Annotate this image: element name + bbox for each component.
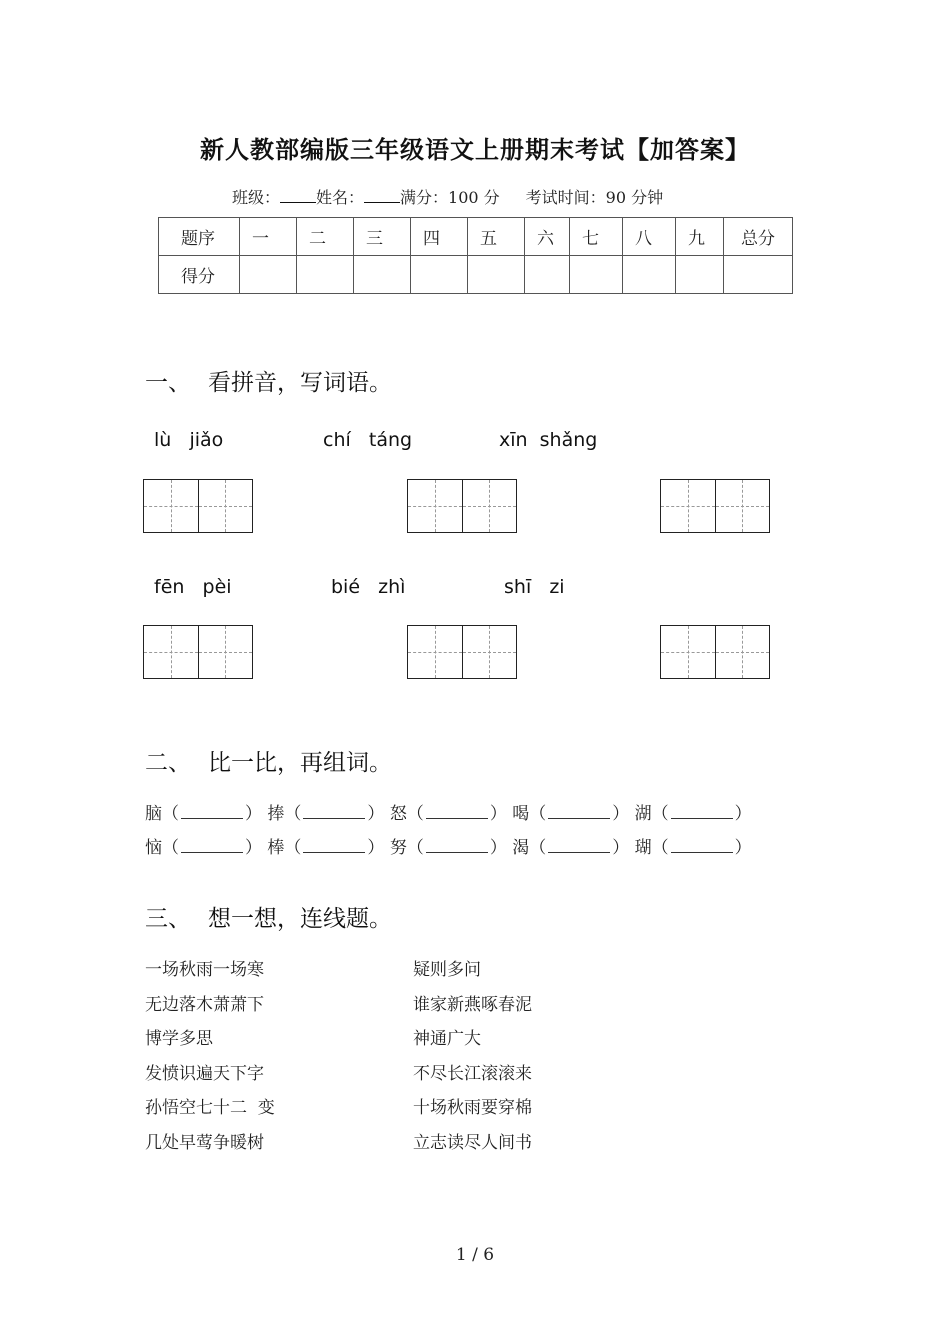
compare-item: [145, 833, 262, 858]
answer-blank[interactable]: [671, 838, 733, 853]
score-cell[interactable]: [411, 256, 468, 294]
pinyin-label: fēn pèi: [154, 576, 232, 598]
table-cell: 八: [623, 218, 676, 256]
compare-item: [635, 799, 752, 824]
compare-row-2: [145, 833, 752, 858]
answer-blank[interactable]: [548, 838, 610, 853]
match-left-item[interactable]: 发愤识遍天下字: [145, 1064, 264, 1084]
close-paren: ）: [734, 804, 752, 824]
close-paren: ）: [245, 804, 262, 824]
section-title: 想一想，连线题。: [208, 906, 392, 932]
pinyin-label: shī zi: [504, 576, 565, 598]
match-right-item[interactable]: 疑则多问: [413, 960, 481, 980]
match-right-item[interactable]: 十场秋雨要穿棉: [413, 1098, 532, 1118]
table-cell: 一: [240, 218, 297, 256]
answer-blank[interactable]: [426, 838, 488, 853]
compare-char: 喝: [512, 804, 530, 824]
score-cell[interactable]: [297, 256, 354, 294]
page-title: 新人教部编版三年级语文上册期末考试【加答案】: [200, 135, 750, 164]
open-paren: （: [406, 804, 424, 824]
match-left-item[interactable]: 孙悟空七十二 变: [145, 1098, 275, 1118]
answer-blank[interactable]: [303, 804, 365, 819]
grid-cell[interactable]: [462, 626, 517, 678]
compare-item: [635, 833, 752, 858]
answer-blank[interactable]: [303, 838, 365, 853]
table-cell: 二: [297, 218, 354, 256]
close-paren: ）: [489, 838, 507, 858]
compare-char: 捧: [267, 804, 285, 824]
grid-cell[interactable]: [661, 480, 715, 532]
match-right-item[interactable]: 谁家新燕啄春泥: [413, 995, 532, 1015]
table-cell: 四: [411, 218, 468, 256]
compare-item: [267, 833, 384, 858]
open-paren: （: [162, 838, 179, 858]
writing-grid[interactable]: [407, 479, 517, 533]
section-2-heading: [145, 744, 392, 777]
table-cell: 六: [525, 218, 570, 256]
grid-cell[interactable]: [408, 626, 462, 678]
exam-info: [232, 185, 663, 208]
grid-cell[interactable]: [715, 626, 770, 678]
compare-item: [390, 833, 507, 858]
match-right-item[interactable]: 立志读尽人间书: [413, 1133, 532, 1153]
section-number: 二、: [145, 750, 191, 776]
score-table-header-row: [159, 218, 793, 256]
section-1-heading: [145, 364, 392, 397]
compare-char: 怒: [389, 804, 407, 824]
page-number: 1 / 6: [455, 1245, 495, 1265]
name-blank[interactable]: [364, 190, 400, 203]
match-right-item[interactable]: 不尽长江滚滚来: [413, 1064, 532, 1084]
grid-cell[interactable]: [661, 626, 715, 678]
match-left-item[interactable]: 博学多思: [145, 1029, 213, 1049]
compare-char: 瑚: [634, 838, 652, 858]
open-paren: （: [406, 838, 424, 858]
open-paren: （: [529, 804, 547, 824]
answer-blank[interactable]: [548, 804, 610, 819]
score-cell[interactable]: [468, 256, 525, 294]
compare-item: [267, 799, 384, 824]
match-right-item[interactable]: 神通广大: [413, 1029, 481, 1049]
table-cell: 得分: [159, 256, 240, 294]
grid-cell[interactable]: [144, 480, 198, 532]
compare-item: [390, 799, 507, 824]
score-cell[interactable]: [676, 256, 724, 294]
compare-item: [512, 799, 629, 824]
table-cell: 五: [468, 218, 525, 256]
close-paren: ）: [734, 838, 752, 858]
open-paren: （: [529, 838, 547, 858]
score-cell[interactable]: [240, 256, 297, 294]
writing-grid[interactable]: [660, 625, 770, 679]
score-cell[interactable]: [354, 256, 411, 294]
compare-item: [145, 799, 262, 824]
compare-item: [512, 833, 629, 858]
writing-grid[interactable]: [407, 625, 517, 679]
table-cell: 三: [354, 218, 411, 256]
compare-char: 努: [389, 838, 407, 858]
table-cell: 题序: [159, 218, 240, 256]
close-paren: ）: [612, 804, 630, 824]
table-cell: 总分: [724, 218, 793, 256]
close-paren: ）: [612, 838, 630, 858]
pinyin-label: xīn shǎng: [499, 429, 598, 451]
answer-blank[interactable]: [181, 804, 243, 819]
open-paren: （: [651, 804, 669, 824]
section-title: 看拼音，写词语。: [208, 370, 392, 396]
exam-time: 考试时间：90 分钟: [525, 188, 664, 207]
section-number: 一、: [145, 370, 191, 396]
open-paren: （: [162, 804, 179, 824]
compare-char: 棒: [267, 838, 285, 858]
score-cell[interactable]: [724, 256, 793, 294]
score-table-score-row: [159, 256, 793, 294]
pinyin-label: lù jiǎo: [154, 429, 224, 451]
score-cell[interactable]: [570, 256, 623, 294]
score-table: [158, 217, 793, 294]
close-paren: ）: [245, 838, 262, 858]
pinyin-label: bié zhì: [331, 576, 406, 598]
writing-grid[interactable]: [143, 625, 253, 679]
answer-blank[interactable]: [671, 804, 733, 819]
compare-char: 恼: [145, 838, 162, 858]
match-left-item[interactable]: 一场秋雨一场寒: [145, 960, 264, 980]
open-paren: （: [284, 838, 302, 858]
score-cell[interactable]: [623, 256, 676, 294]
open-paren: （: [651, 838, 669, 858]
grid-cell[interactable]: [715, 480, 770, 532]
compare-char: 湖: [634, 804, 652, 824]
section-title: 比一比，再组词。: [208, 750, 392, 776]
answer-blank[interactable]: [426, 804, 488, 819]
answer-blank[interactable]: [181, 838, 243, 853]
close-paren: ）: [367, 838, 385, 858]
match-left-item[interactable]: 无边落木萧萧下: [145, 995, 264, 1015]
compare-char: 渴: [512, 838, 530, 858]
compare-char: 脑: [145, 804, 162, 824]
match-left-item[interactable]: 几处早莺争暖树: [145, 1133, 264, 1153]
compare-row-1: [145, 799, 752, 824]
section-number: 三、: [145, 906, 191, 932]
grid-cell[interactable]: [144, 626, 198, 678]
pinyin-label: chí táng: [323, 429, 413, 451]
name-label: 姓名：: [316, 188, 365, 207]
grid-cell[interactable]: [198, 480, 253, 532]
close-paren: ）: [367, 804, 385, 824]
score-cell[interactable]: [525, 256, 570, 294]
class-label: 班级：: [232, 188, 281, 207]
grid-cell[interactable]: [198, 626, 253, 678]
table-cell: 七: [570, 218, 623, 256]
grid-cell[interactable]: [462, 480, 517, 532]
full-score: 满分：100 分: [400, 188, 500, 207]
section-3-heading: [145, 900, 392, 933]
class-blank[interactable]: [280, 190, 316, 203]
writing-grid[interactable]: [143, 479, 253, 533]
grid-cell[interactable]: [408, 480, 462, 532]
table-cell: 九: [676, 218, 724, 256]
close-paren: ）: [489, 804, 507, 824]
writing-grid[interactable]: [660, 479, 770, 533]
open-paren: （: [284, 804, 302, 824]
